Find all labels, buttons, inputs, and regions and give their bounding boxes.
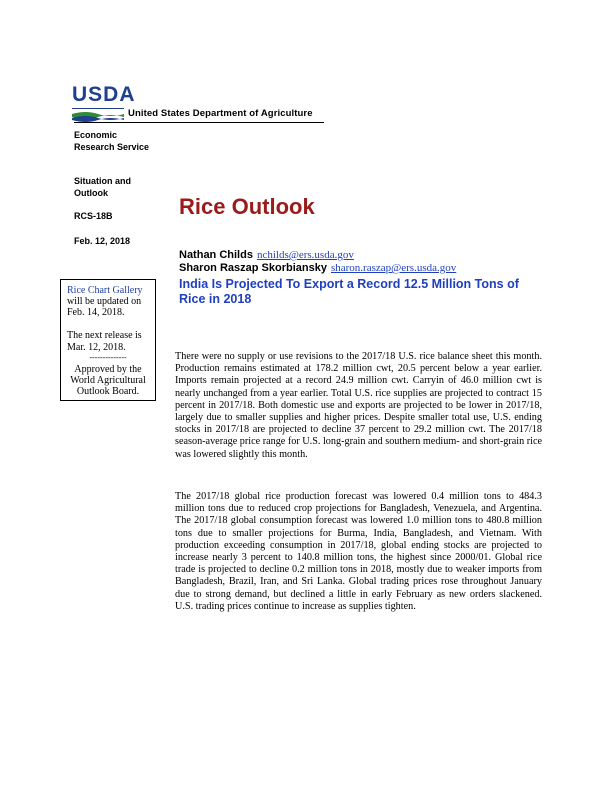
series-name: Situation and Outlook [74, 176, 131, 198]
logo-text: USDA [72, 83, 136, 106]
report-headline: India Is Projected To Export a Record 12.5 Million Tons of Rice in 2018 [179, 277, 519, 306]
header-divider [74, 122, 324, 123]
logo-rule [72, 108, 124, 109]
author-row [179, 262, 456, 274]
update-note-line1: will be updated on [67, 296, 142, 307]
update-note-line2: Feb. 14, 2018. [67, 307, 125, 318]
report-title: Rice Outlook [179, 194, 315, 219]
summary-paragraph-global: The 2017/18 global rice production forecast was lowered 0.4 million tons to 484.3 million tons due to reduced crop projections for Bangladesh, Venezuela, and Argentina. The 2017/18 global consumption forecast was lowered 1.0 million tons to 480.8 million tons due to smaller projections for Burma, India, Bangladesh, and Vietnam. With production exceeding consumption in 2017/18, global ending stocks are projected to increase nearly 3 percent to 140.8 million tons, the highest since 2000/01. Global rice trade is projected to decline 0.2 million tons in 2018, mostly due to weaker imports from Bangladesh, Brazil, Iran, and Sri Lanka. Global trading prices rose throughout January due to strong demand, but declined a little in early February as new orders slackened. U.S. trading prices continue to increase as supplies tighten. [175, 491, 542, 612]
box-separator: -------------- [89, 353, 127, 362]
release-info-box [60, 279, 156, 401]
author-email-link[interactable]: sharon.raszap@ers.usda.gov [330, 262, 457, 274]
service-name: Economic Research Service [74, 130, 150, 152]
author-row [179, 249, 354, 261]
author-name: Sharon Raszap Skorbiansky [179, 262, 327, 274]
next-release-line2: Mar. 12, 2018. [67, 342, 126, 353]
rice-chart-gallery-link[interactable]: Rice Chart Gallery [67, 285, 143, 296]
approved-line1: Approved by the [74, 364, 142, 375]
author-name: Nathan Childs [179, 249, 253, 261]
report-number: RCS-18B [74, 211, 113, 221]
report-date: Feb. 12, 2018 [74, 236, 131, 246]
usda-logo [72, 83, 136, 124]
author-email-link[interactable]: nchilds@ers.usda.gov [256, 249, 354, 261]
logo-swoosh-icon [72, 110, 124, 122]
agency-name: United States Department of Agriculture [128, 108, 313, 119]
approved-line3: Outlook Board. [76, 386, 140, 397]
next-release-line1: The next release is [67, 330, 142, 341]
summary-paragraph-us: There were no supply or use revisions to the 2017/18 U.S. rice balance sheet this month. Production remains estimated at 178.2 million cwt, 20.5 percent below a year earlier. Imports remain projected at a record 24.9 million cwt. Carryin of 46.0 million cwt is nearly unchanged from a year earlier. Total U.S. rice supplies are projected to contract 15 percent in 2017/18. Both domestic use and exports are projected to be lower in 2017/18, largely due to smaller supplies and higher prices. Despite smaller total use, U.S. ending stocks in 2017/18 are projected to decline 37 percent to 29.2 million cwt. The 2017/18 season-average price range for U.S. long-grain and southern medium- and short-grain rice was lowered slightly this month. [175, 351, 542, 460]
approved-line2: World Agricultural [70, 375, 146, 386]
